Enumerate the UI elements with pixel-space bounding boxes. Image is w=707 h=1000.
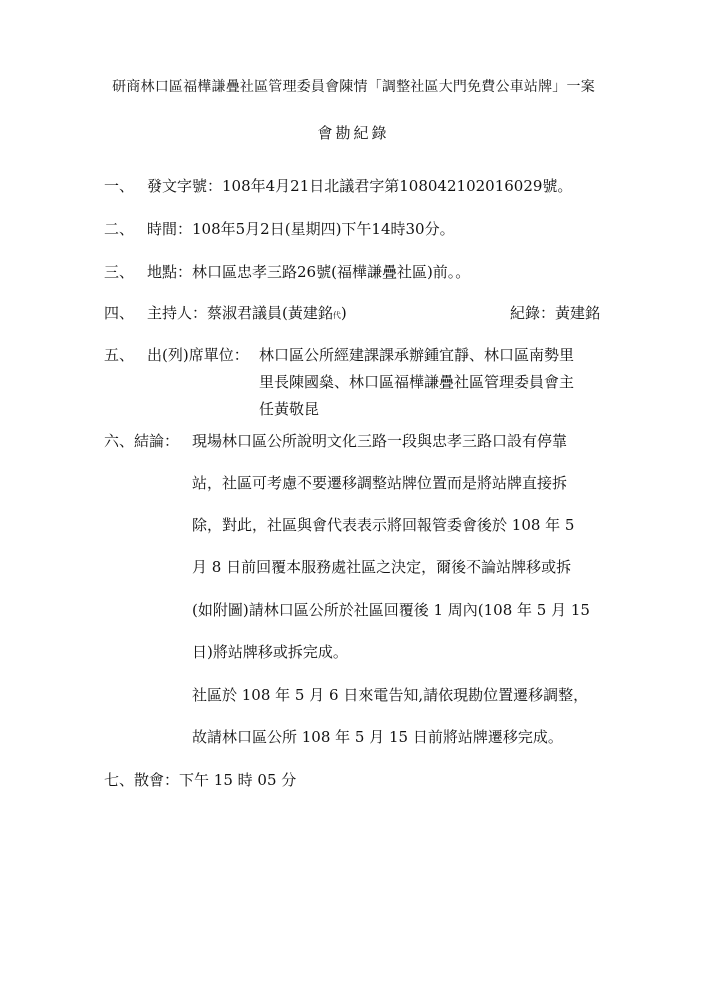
item-4-host-text: 主持人：蔡淑君議員(黃建銘 [147,304,333,322]
item-3-text: 地點：林口區忠孝三路26號(福樺謙疊社區)前。。 [147,263,471,281]
item-5-line-1: 林口區公所經建課課承辦鍾宜靜、林口區南勢里 [259,346,575,364]
item-6-extra-line-1: 社區於 108 年 5 月 6 日來電告知,請依現勘位置遷移調整， [192,686,589,704]
item-6-extra-line-2: 故請林口區公所 108 年 5 月 15 日前將站牌遷移完成。 [192,728,563,746]
item-2-text: 時間：108年5月2日(星期四)下午14時30分。 [147,220,455,238]
item-6-number: 六、 [104,432,135,450]
item-6-line-4: 月 8 日前回覆本服務處社區之決定，爾後不論站牌移或拆 [192,558,572,576]
item-4-host-close: ) [340,304,347,322]
item-5-number: 五、 [104,346,135,364]
item-6-line-3: 除，對此，社區與會代表表示將回報管委會後於 108 年 5 [192,516,575,534]
document-subtitle: 會勘紀錄 [317,124,390,142]
document-title: 研商林口區福樺謙疊社區管理委員會陳情「調整社區大門免費公車站牌」一案 [112,79,595,95]
item-7-number: 七、 [104,771,135,789]
item-6-label-text: 結論： [134,432,180,450]
item-1-number: 一、 [104,177,135,195]
item-6-line-5: (如附圖)請林口區公所於社區回覆後 1 周內(108 年 5 月 15 [192,601,590,619]
item-1-text: 發文字號：108年4月21日北議君字第108042102016029號。 [147,177,573,195]
item-5-label: 出(列)席單位： [147,346,249,364]
item-4-number: 四、 [104,304,135,322]
item-5-line-2: 里長陳國燊、林口區福樺謙疊社區管理委員會主 [259,373,575,391]
item-3-number: 三、 [104,263,135,281]
item-4-host [147,302,347,323]
item-2-number: 二、 [104,220,135,238]
item-7-label [104,769,296,790]
item-5-line-3: 任黃敬昆 [259,400,320,418]
item-6-label [104,430,179,451]
item-6-line-2: 站，社區可考慮不要遷移調整站牌位置而是將站牌直接拆 [192,474,568,492]
item-6-line-1: 現場林口區公所說明文化三路一段與忠孝三路口設有停靠 [192,432,568,450]
item-7-text: 散會：下午 15 時 05 分 [134,771,297,789]
item-4-recorder: 紀錄：黃建銘 [510,304,601,322]
item-6-line-6: 日)將站牌移或拆完成。 [192,643,348,661]
item-4-host-sub: 代 [332,311,341,320]
